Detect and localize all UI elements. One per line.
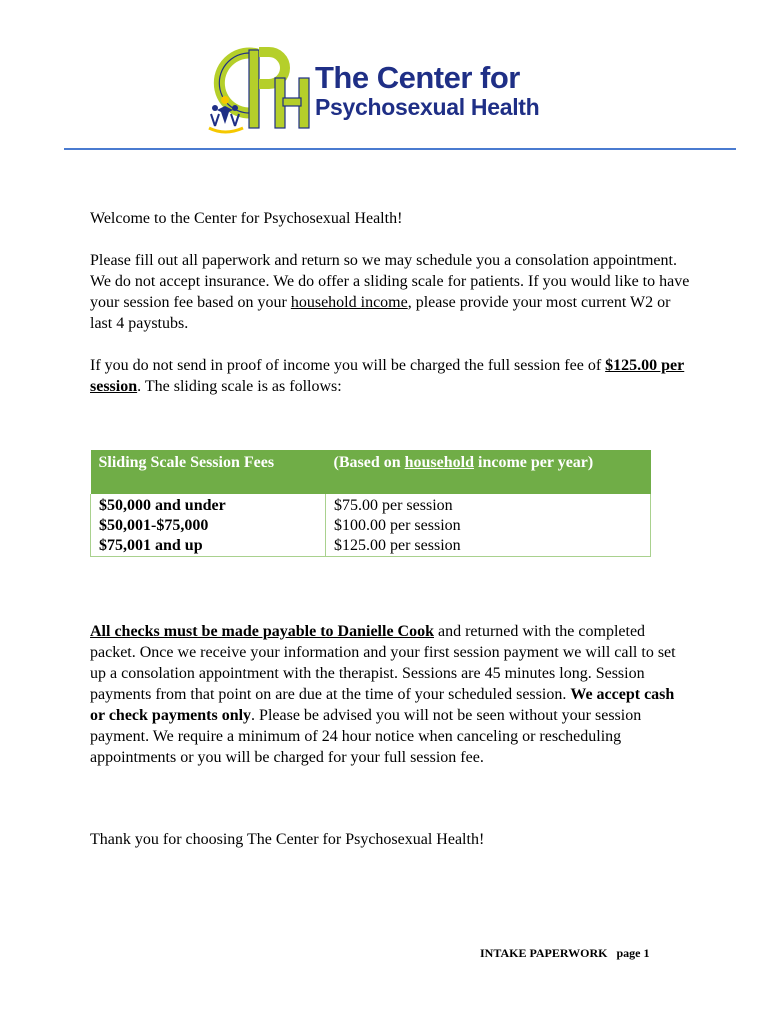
session-fee-cell: $100.00 per session — [326, 516, 651, 536]
proof-text-part1: If you do not send in proof of income you will be charged the full session fee of — [90, 357, 606, 374]
session-fee-cell: $125.00 per session — [326, 536, 651, 557]
sliding-scale-table — [90, 450, 651, 557]
table-header-fees: Sliding Scale Session Fees — [91, 450, 326, 494]
table-row — [91, 516, 651, 536]
proof-income-paragraph — [90, 355, 690, 397]
session-fee-cell: $75.00 per session — [326, 494, 651, 516]
welcome-line: Welcome to the Center for Psychosexual Health! — [90, 210, 403, 227]
table-header-row — [91, 450, 651, 494]
income-range-cell: $75,001 and up — [91, 536, 326, 557]
header-income-pre: (Based on — [333, 454, 405, 471]
paperwork-text-part2: , please provide your most current W2 or last 4 paystubs. — [90, 294, 671, 332]
proof-income-text — [90, 355, 690, 397]
cph-monogram-icon — [205, 44, 313, 136]
header-divider — [64, 148, 736, 150]
income-range-cell: $50,000 and under — [91, 494, 326, 516]
payment-text-part1: and returned with the completed packet. Once we receive your information and your first session payment we will call to set up a consolation appointment with the therapist. Sessions are 45 minutes long. Session payments from that point on are due at the time of your scheduled session. — [90, 623, 676, 703]
payment-text — [90, 621, 690, 768]
logo — [205, 44, 575, 136]
checks-payable-notice: All checks must be made payable to Danielle Cook — [90, 623, 434, 640]
header-income-post: income per year) — [474, 454, 594, 471]
page-footer: INTAKE PAPERWORK page 1 — [480, 946, 650, 960]
proof-text-part2: . The sliding scale is as follows: — [137, 378, 342, 395]
header-household-underline: household — [404, 454, 474, 471]
cash-check-notice: We accept cash or check payments only — [90, 686, 675, 724]
welcome-text — [90, 208, 690, 229]
logo-title-line1: The Center for — [315, 60, 520, 95]
payment-paragraph — [90, 621, 690, 768]
table-row — [91, 536, 651, 557]
household-income-underline: household income — [290, 294, 408, 311]
payment-text-part2: . Please be advised you will not be seen without your session payment. We require a minimum of 24 hour notice when canceling or rescheduling appointments or you will be charged for your full session fee. — [90, 707, 642, 766]
income-range-cell: $50,001-$75,000 — [91, 516, 326, 536]
paperwork-text-part1: Please fill out all paperwork and return so we may schedule you a consolation appointment. We do not accept insurance. We do offer a sliding scale for patients. If you would like to have your session fee based on your — [90, 252, 690, 311]
thank-you-paragraph — [90, 829, 690, 850]
paperwork-paragraph — [90, 250, 690, 334]
thank-you-text: Thank you for choosing The Center for Psychosexual Health! — [90, 831, 485, 848]
paperwork-text — [90, 250, 690, 334]
table-header-income — [326, 450, 651, 494]
logo-title-line2: Psychosexual Health — [315, 94, 540, 120]
table-row — [91, 494, 651, 516]
full-fee-amount: $125.00 per session — [90, 357, 685, 395]
